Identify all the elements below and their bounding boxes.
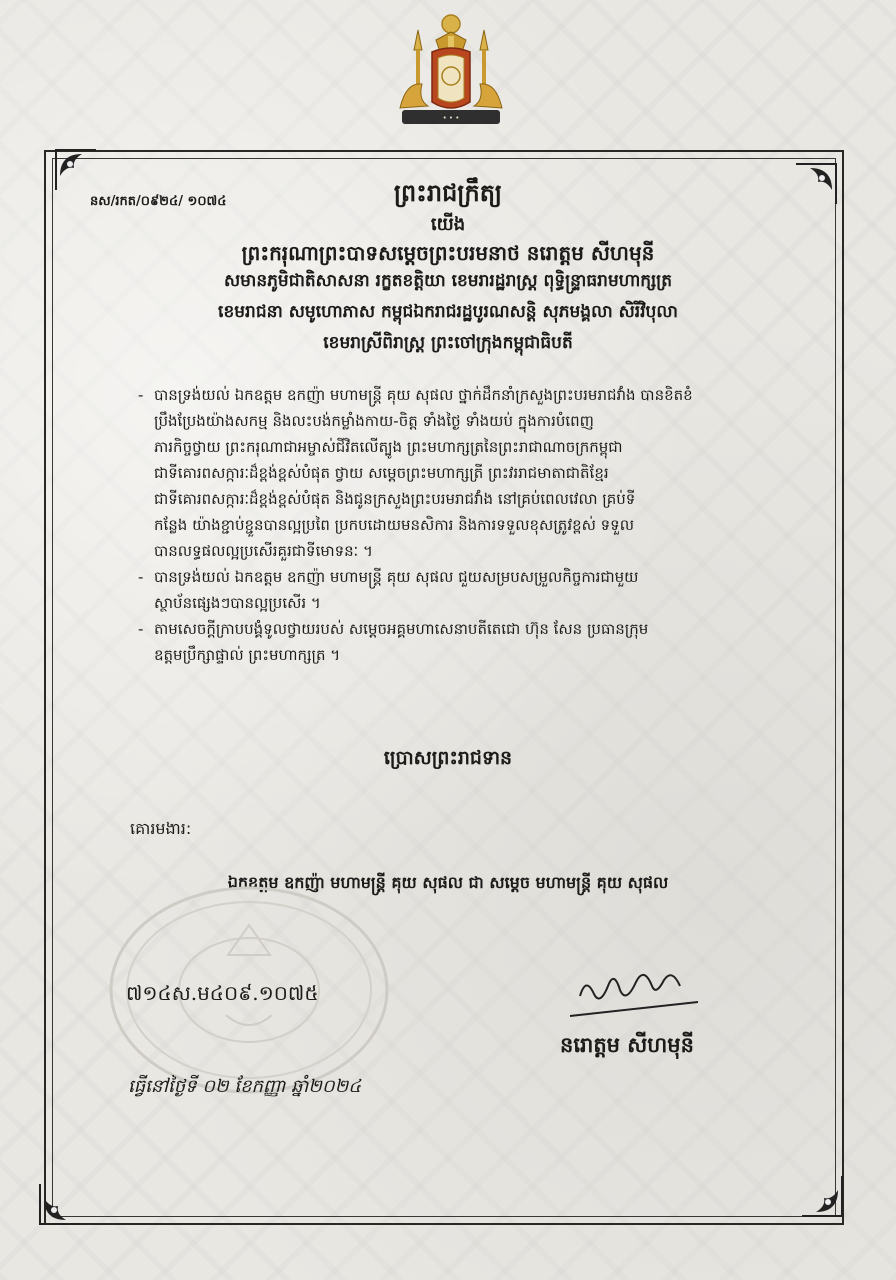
signatory-name: នរោត្តម សីហមុនី xyxy=(560,1033,694,1057)
text-line: ជាទីគោរពសក្ការៈដ៏ខ្ពង់ខ្ពស់បំផុត ថ្វាយ សម្ដេចព្រះមហាក្សត្រី ព្រះវររាជមាតាជាតិខ្មែរ xyxy=(154,464,609,482)
bullet-dash: - xyxy=(138,568,144,586)
text-line: បានទ្រង់យល់ ឯកឧត្តម ឧកញ៉ា មហាមន្ត្រី គុយ សុផល ជួយសម្របសម្រួលកិច្ចការជាមួយ xyxy=(154,568,639,586)
honor-line-3: ខេមរាស្រីពិរាស្ត្រ ព្រះចៅក្រុងកម្ពុជាធិបតី xyxy=(323,333,573,353)
corner-ornament-icon xyxy=(798,1172,846,1220)
consideration-item xyxy=(138,564,798,616)
bullet-dash: - xyxy=(138,386,144,404)
registration-number: ៧១៤ស.ម៤០៩.១០៧៥ xyxy=(126,981,319,1005)
reference-number: នស/រកត/០៩២៤/ ១០៧៤ xyxy=(90,194,227,209)
text-line: តាមសេចក្តីក្រាបបង្គំទូលថ្វាយរបស់ សម្តេចអគ្គមហាសេនាបតីតេជោ ហ៊ុន សែន ប្រធានក្រុម xyxy=(154,620,649,638)
text-line: ភារកិច្ចថ្វាយ ព្រះករុណាជាអម្ចាស់ជីវិតលើត្បូង ព្រះមហាក្សត្រនៃព្រះរាជាណាចក្រកម្ពុជា xyxy=(154,438,623,456)
text-line: កន្លែង យ៉ាងខ្ជាប់ខ្ជួនបានល្អប្រពៃ ប្រកបដោយមនសិការ និងការទទួលខុសត្រូវខ្ពស់ ទទួល xyxy=(154,516,634,534)
text-line: ស្ថាប័នផ្សេងៗបានល្អប្រសើរ ។ xyxy=(154,594,321,612)
svg-text:• • •: • • • xyxy=(442,114,460,122)
royal-coat-of-arms-icon xyxy=(392,10,510,138)
bullet-dash: - xyxy=(138,620,144,638)
considerations-list xyxy=(138,382,798,668)
title-label: គោរមងារ: xyxy=(130,819,192,838)
decree-heading: ប្រោសព្រះរាជទាន xyxy=(383,747,513,769)
king-name: ព្រះករុណាព្រះបាទសម្ដេចព្រះបរមនាថ នរោត្តម សីហមុនី xyxy=(241,241,655,265)
handwritten-signature-icon xyxy=(560,946,720,1026)
text-line: បានលទ្ធផលល្អប្រសើរគួរជាទីមោទនៈ ។ xyxy=(154,542,373,560)
document-title: ព្រះរាជក្រឹត្យ xyxy=(393,179,503,207)
nomination-line: ឯកឧត្តម ឧកញ៉ា មហាមន្ត្រី គុយ សុផល ជា សម្តេច មហាមន្ត្រី គុយ សុផល xyxy=(227,873,669,892)
consideration-item xyxy=(138,382,798,564)
text-line: ប្រឹងប្រែងយ៉ាងសកម្ម និងលះបង់កម្លាំងកាយ-ចិត្ត ទាំងថ្ងៃ ទាំងយប់ ក្នុងការបំពេញ xyxy=(154,412,594,430)
text-line: ជាទីគោរពសក្ការៈដ៏ខ្ពង់ខ្ពស់បំផុត និងជូនក្រសួងព្រះបរមរាជវាំង នៅគ្រប់ពេលវេលា គ្រប់ទី xyxy=(154,490,636,508)
honor-line-2: ខេមរាជនា សមូហោភាស កម្ពុជឯករាជរដ្ឋបូរណសន្តិ សុភមង្គលា សិរីវិបុលា xyxy=(218,302,678,322)
honor-line-1: សមានភូមិជាតិសាសនា រក្ខតខត្តិយា ខេមរារដ្ឋរាស្ត្រ ពុទ្ធិន្ទ្រាធរាមហាក្សត្រ xyxy=(223,271,673,291)
corner-ornament-icon xyxy=(36,1180,84,1228)
issue-date: ធ្វើនៅថ្ងៃទី ០២ ខែកញ្ញា ឆ្នាំ២០២៤ xyxy=(128,1076,362,1097)
text-line: បានទ្រង់យល់ ឯកឧត្តម ឧកញ៉ា មហាមន្ត្រី គុយ សុផល ថ្នាក់ដឹកនាំក្រសួងព្រះបរមរាជវាំង បានខិតខំ xyxy=(154,386,693,404)
pronoun-we: យើង xyxy=(430,214,466,235)
text-line: ឧត្តមប្រឹក្សាផ្ទាល់ ព្រះមហាក្សត្រ ។ xyxy=(154,646,341,664)
consideration-item xyxy=(138,616,798,668)
